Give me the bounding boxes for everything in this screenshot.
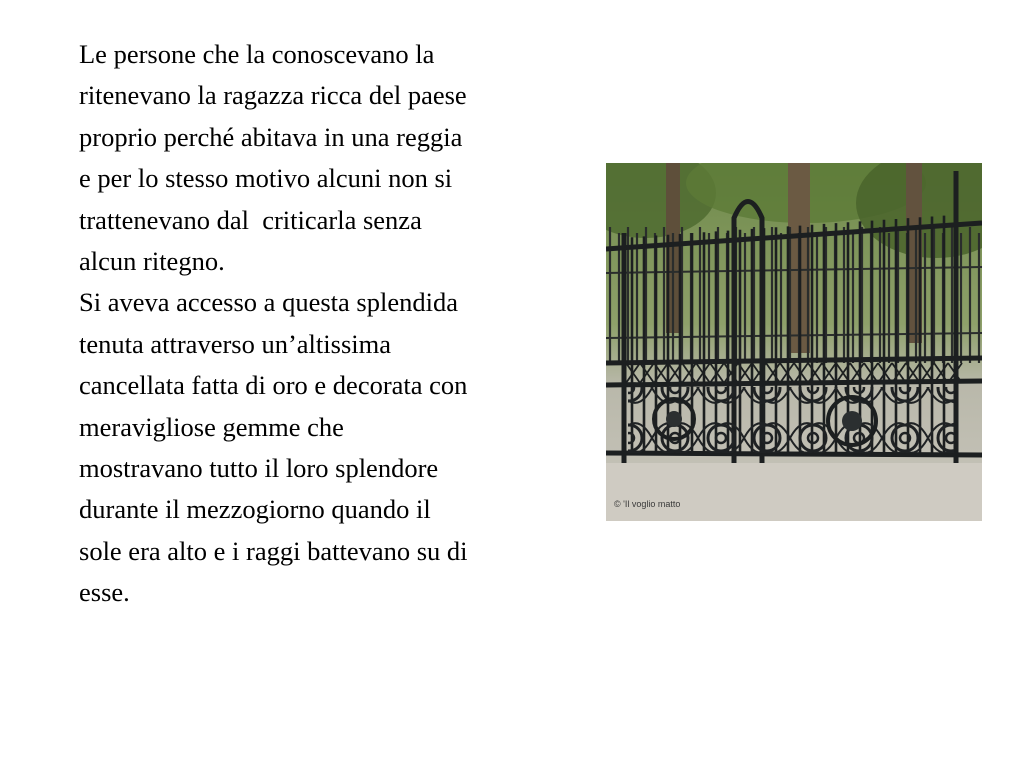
text-line: sole era alto e i raggi battevano su di <box>79 535 468 566</box>
text-line: tenuta attraverso un’altissima <box>79 328 392 359</box>
text-line: e per lo stesso motivo alcuni non si <box>79 163 453 194</box>
body-text <box>79 34 589 614</box>
text-line: trattenevano dal criticarla senza <box>79 204 422 235</box>
text-line: proprio perché abitava in una reggia <box>79 121 463 152</box>
text-line: alcun ritegno. <box>79 246 225 277</box>
text-line: Si aveva accesso a questa splendida <box>79 287 458 318</box>
text-line: Le persone che la conoscevano la <box>79 39 435 69</box>
text-line: meravigliose gemme che <box>79 411 344 442</box>
gate-photo <box>606 163 982 521</box>
text-line: ritenevano la ragazza ricca del paese <box>79 80 467 111</box>
text-line: esse. <box>79 577 130 608</box>
text-line: mostravano tutto il loro splendore <box>79 453 439 484</box>
text-line: durante il mezzogiorno quando il <box>79 494 431 525</box>
text-line: cancellata fatta di oro e decorata con <box>79 370 468 401</box>
photo-watermark: © 'Il voglio matto <box>614 499 681 509</box>
